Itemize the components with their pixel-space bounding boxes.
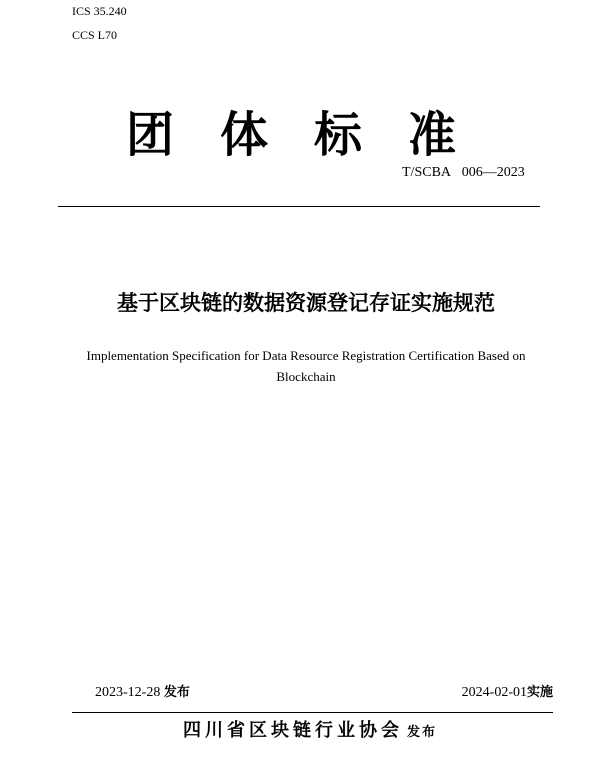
ccs-code: CCS L70 — [72, 28, 118, 42]
ics-code: ICS 35.240 — [72, 4, 127, 18]
publish-date — [95, 681, 190, 701]
standard-number: T/SCBA 006—2023 — [402, 165, 525, 180]
publish-date-label: 发布 — [163, 685, 190, 700]
footer-divider — [72, 712, 553, 713]
implement-date — [462, 681, 553, 701]
implement-date-value: 2024-02-01 — [461, 685, 527, 700]
document-title-en: Implementation Specification for Data Resource Registration Certification Based on Blockchain — [86, 348, 526, 384]
document-title-cn: 基于区块链的数据资源登记存证实施规范 — [117, 291, 495, 315]
publisher-label: 发布 — [406, 725, 437, 740]
publish-date-value: 2023-12-28 — [95, 685, 161, 700]
publisher-name: 四川省区块链行业协会 — [182, 720, 403, 741]
publisher — [0, 716, 595, 742]
standard-type: 团体标准 — [125, 107, 502, 163]
implement-date-label: 实施 — [526, 685, 553, 700]
header-divider — [58, 206, 540, 207]
